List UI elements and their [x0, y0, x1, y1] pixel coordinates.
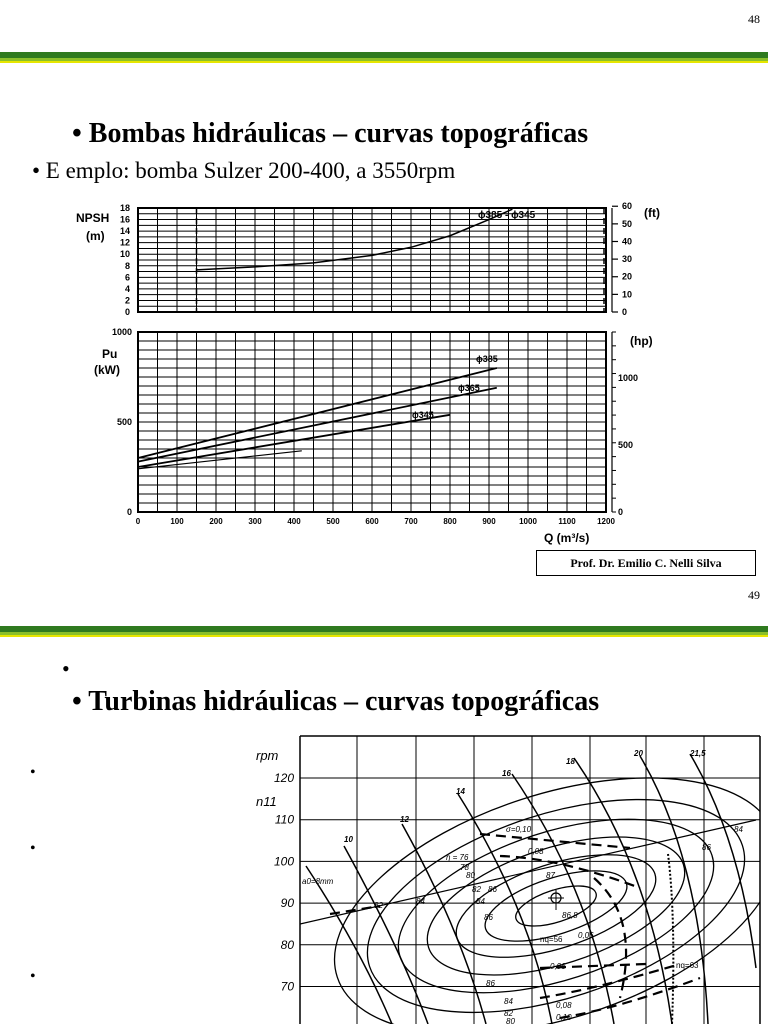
- power-curve-label: ϕ345: [412, 410, 434, 420]
- power-x-ticks: [136, 517, 616, 526]
- hill-y-ticks: [274, 771, 294, 994]
- hill-y-tick: 120: [273, 771, 294, 785]
- sigma-label: σ=0,10: [506, 825, 532, 834]
- power-x-tick: 1000: [519, 517, 537, 526]
- npsh-tick-right: 10: [622, 289, 633, 300]
- efficiency-label: 84: [504, 997, 513, 1006]
- efficiency-label: 86: [488, 885, 497, 894]
- efficiency-label: 84: [476, 897, 485, 906]
- npsh-tick-right: 0: [622, 307, 628, 317]
- npsh-tick-right: 60: [622, 201, 633, 212]
- power-yunit-right: (hp): [630, 334, 653, 348]
- npsh-tick-left: 14: [119, 226, 130, 237]
- opening-label: 20: [634, 749, 643, 758]
- npsh-tick-left: 4: [124, 283, 130, 294]
- power-x-tick: 600: [365, 517, 379, 526]
- power-curve: [138, 388, 497, 462]
- efficiency-label: 82: [504, 1009, 513, 1018]
- efficiency-label: 86: [484, 913, 493, 922]
- npsh-tick-left: 18: [119, 203, 130, 213]
- opening-curve: [458, 794, 552, 1024]
- hill-y-tick: 90: [280, 896, 294, 911]
- slide-title: • Bombas hidráulicas – curvas topográficas: [72, 118, 589, 149]
- npsh-tick-left: 10: [119, 249, 130, 260]
- power-tick-right: 1000: [618, 372, 639, 383]
- nq-label: nq=56: [540, 935, 563, 944]
- hill-ylabel: n11: [256, 794, 277, 809]
- npsh-tick-right: 50: [622, 218, 633, 229]
- power-x-tick: 500: [326, 517, 340, 526]
- side-bullet-2: •: [30, 840, 36, 857]
- power-ylabel: Pu: [102, 347, 118, 361]
- efficiency-label: η = 76: [446, 853, 469, 862]
- power-ticks-right: [612, 332, 638, 517]
- sigma-label: 0,08: [556, 1001, 572, 1010]
- opening-label: 18: [566, 757, 575, 766]
- power-tick-left: 500: [116, 417, 132, 427]
- opening-label: 14: [456, 787, 465, 796]
- power-x-tick: 700: [404, 517, 418, 526]
- nq-dotted-line: [668, 854, 673, 1024]
- empty-bullet: •: [62, 656, 70, 681]
- nq-label: nq=63: [676, 961, 699, 970]
- efficiency-label: 84: [416, 897, 425, 906]
- author-credit: Prof. Dr. Emilio C. Nelli Silva: [536, 550, 756, 576]
- slide-49: [0, 588, 768, 1024]
- opening-label: 16: [502, 769, 511, 778]
- power-x-tick: 100: [170, 517, 184, 526]
- npsh-tick-left: 6: [124, 272, 130, 283]
- hill-y-tick: 110: [274, 812, 294, 827]
- slide-subtitle: • E emplo: bomba Sulzer 200-400, a 3550rpm: [32, 158, 456, 183]
- best-point-marker: [548, 890, 564, 910]
- efficiency-label: 80: [466, 871, 475, 880]
- efficiency-label: 80: [506, 1017, 515, 1024]
- power-tick-left: 0: [126, 507, 132, 517]
- page-number: 48: [748, 12, 760, 26]
- hill-chart: [0, 588, 768, 1024]
- power-x-tick: 800: [443, 517, 457, 526]
- efficiency-label: 86: [486, 979, 495, 988]
- slide-title-2: • Turbinas hidráulicas – curvas topográficas: [72, 686, 600, 717]
- power-xlabel: Q (m³/s): [544, 531, 590, 545]
- npsh-curve-label: ϕ385 - ϕ345: [478, 210, 536, 221]
- page-number-2: 49: [748, 588, 760, 602]
- efficiency-label: 86,8: [562, 911, 578, 920]
- power-tick-left: 1000: [111, 327, 132, 337]
- power-curve-label: ϕ385: [476, 354, 498, 364]
- npsh-yunit-right: (ft): [644, 206, 660, 220]
- power-x-tick: 900: [482, 517, 496, 526]
- side-bullet-1: •: [30, 764, 36, 781]
- hill-y-tick: 70: [280, 979, 294, 994]
- power-x-tick: 0: [135, 517, 141, 526]
- npsh-tick-right: 40: [622, 236, 633, 247]
- power-x-tick: 300: [248, 517, 262, 526]
- efficiency-label: 78: [460, 863, 469, 872]
- npsh-tick-left: 2: [124, 295, 130, 306]
- power-x-tick: 1100: [558, 517, 576, 526]
- power-x-tick: 1200: [597, 517, 615, 526]
- npsh-tick-left: 12: [119, 237, 130, 248]
- npsh-yunit: (m): [86, 229, 105, 243]
- sigma-label: 0,06: [578, 931, 594, 940]
- hill-y-tick: 100: [273, 854, 294, 869]
- efficiency-label: 86: [702, 843, 711, 852]
- npsh-tick-right: 30: [622, 254, 633, 265]
- hill-yunit: rpm: [256, 748, 279, 763]
- hill-y-tick: 80: [280, 937, 294, 952]
- npsh-tick-left: 0: [124, 307, 130, 317]
- power-curves: [138, 354, 498, 469]
- misc-label: 84: [734, 825, 743, 834]
- sigma-label: 0,10: [556, 1013, 572, 1022]
- power-grid: [138, 332, 606, 512]
- side-bullet-3: •: [30, 968, 36, 985]
- opening-label: 10: [344, 835, 353, 844]
- npsh-tick-left: 16: [119, 214, 130, 225]
- power-x-tick: 400: [287, 517, 301, 526]
- efficiency-label: 82: [374, 901, 383, 910]
- power-yunit: (kW): [94, 363, 120, 377]
- sigma-label: 0,08: [528, 847, 544, 856]
- npsh-ylabel: NPSH: [76, 211, 110, 225]
- efficiency-label: 87: [546, 871, 555, 880]
- opening-label: 21,5: [690, 749, 706, 758]
- npsh-tick-left: 8: [124, 260, 130, 271]
- power-curve-label: ϕ365: [458, 383, 480, 393]
- sigma-curve: [500, 856, 640, 888]
- opening-curve: [402, 824, 486, 1024]
- sigma-label: 0,06: [550, 962, 566, 971]
- a0-label: a0=8mm: [302, 877, 334, 886]
- power-tick-right: 500: [618, 439, 634, 450]
- npsh-tick-right: 20: [622, 271, 633, 282]
- power-tick-right: 0: [618, 507, 624, 517]
- opening-label: 12: [400, 815, 409, 824]
- opening-curve: [640, 756, 708, 1024]
- efficiency-label: 82: [472, 885, 481, 894]
- power-x-tick: 200: [209, 517, 223, 526]
